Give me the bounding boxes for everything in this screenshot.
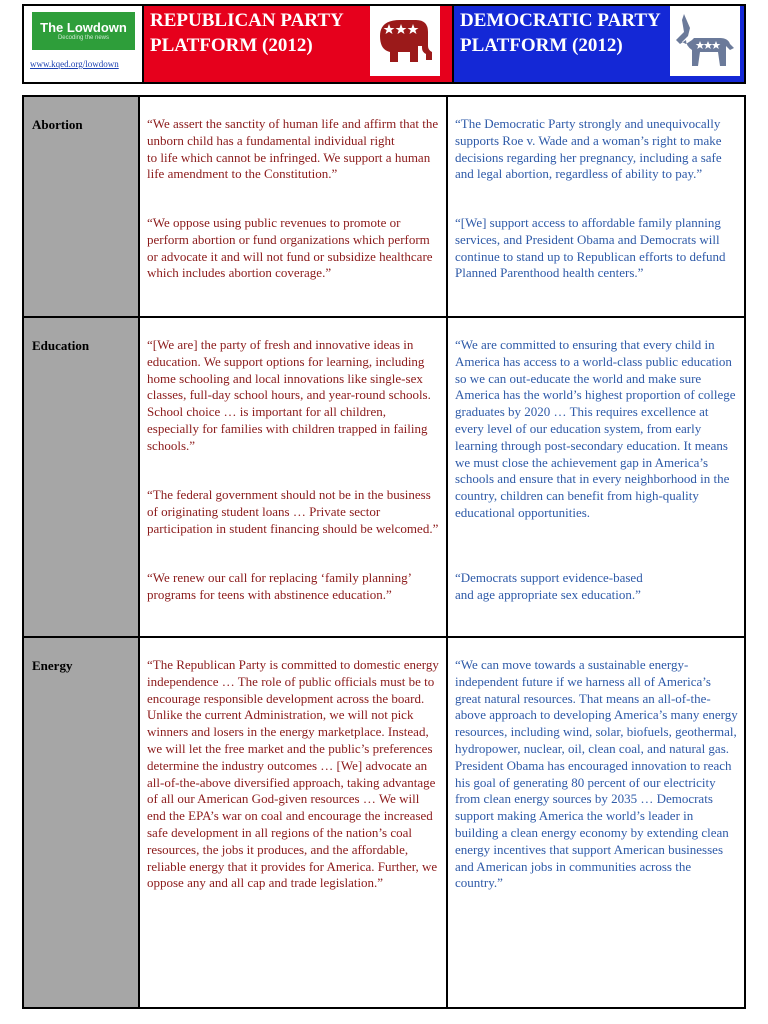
topic-cell-education <box>24 318 138 636</box>
header-table <box>22 4 746 84</box>
donkey-icon <box>670 6 740 76</box>
republican-quote: “The federal government should not be in the business of originating student loans … Private sector participation in student financing should be welcomed.” <box>147 487 439 536</box>
topic-label: Energy <box>32 658 73 673</box>
democratic-energy-cell <box>448 638 744 1007</box>
republican-quote: “[We are] the party of fresh and innovative ideas in education. We support options for learning, including home schooling and local innovations like single-sex classes, full-day school hours, and year-round schools. School choice … is important for all children, especially for families with children trapped in failing schools.” <box>147 337 431 453</box>
democratic-quote: “We are committed to ensuring that every child in America has access to a world-class public education so we can out-educate the world and make sure America has the world’s highest proportion of college graduates by 2020 … This requires excellence at every level of our education system, from early learning through post-secondary education. It means we must close the achievement gap in America’s schools and ensure that in every neighborhood in the country, children can benefit from high-quality educational opportunities. <box>455 337 736 520</box>
topic-cell-abortion <box>24 97 138 316</box>
democratic-quote: “Democrats support evidence-based and age appropriate sex education.” <box>455 570 643 602</box>
democratic-header <box>454 6 744 82</box>
topic-label: Abortion <box>32 117 83 132</box>
democratic-abortion-cell <box>448 97 744 316</box>
democratic-title: DEMOCRATIC PARTY PLATFORM (2012) <box>460 10 661 56</box>
topic-cell-energy <box>24 638 138 1007</box>
lowdown-link[interactable]: www.kqed.org/lowdown <box>30 59 119 69</box>
logo-title: The Lowdown <box>40 20 127 35</box>
republican-title: REPUBLICAN PARTY PLATFORM (2012) <box>150 10 344 56</box>
logo-cell <box>24 6 144 82</box>
platform-table <box>22 95 746 1009</box>
republican-quote: “We assert the sanctity of human life and affirm that the unborn child has a fundamental individual right to life which cannot be infringed. We support a human life amendment to the Constitution.” <box>147 116 439 182</box>
republican-quote: “The Republican Party is committed to domestic energy independence … The role of public officials must be to encourage responsible development across the board. Unlike the current Administration, we will not pick winners and losers in the energy marketplace. Instead, we will let the free market and the public’s preferences determine the industry outcomes … [We] advocate an all-of-the-above diversified approach, taking advantage of all our American God-given resources … We will end the EPA’s war on coal and encourage the increased safe development in all regions of the nation’s coal resources, the jobs it produces, and the affordable, reliable energy that it provides for America. Further, we oppose any and all cap and trade legislation.” <box>147 657 439 891</box>
republican-quote: “We oppose using public revenues to promote or perform abortion or fund organizations which perform or advocate it and will not fund or subsidize healthcare which includes abortion coverage.” <box>147 215 433 281</box>
republican-header <box>144 6 454 82</box>
logo-tagline: Decoding the news <box>57 35 110 41</box>
democratic-quote: “We can move towards a sustainable energy-independent future if we harness all of America’s great natural resources. That means an all-of-the-above approach to developing America’s many energy resources, including wind, solar, biofuels, geothermal, hydropower, nuclear, oil, clean coal, and natural gas. President Obama has encouraged innovation to reach his goal of generating 80 percent of our electricity from clean energy sources by 2035 … Democrats support making America the world’s leader in building a clean energy economy by extending clean energy incentives that support American businesses and American jobs in communities across the country.” <box>455 657 738 891</box>
republican-energy-cell <box>140 638 446 1007</box>
republican-quote: “We renew our call for replacing ‘family planning’ programs for teens with abstinence education.” <box>147 570 412 602</box>
republican-education-cell <box>140 318 446 636</box>
democratic-education-cell <box>448 318 744 636</box>
lowdown-logo <box>32 12 135 50</box>
democratic-quote: “[We] support access to affordable family planning services, and President Obama and Democrats will continue to stand up to Republican efforts to defund Planned Parenthood health centers.” <box>455 215 726 281</box>
democratic-quote: “The Democratic Party strongly and unequivocally supports Roe v. Wade and a woman’s right to make decisions regarding her pregnancy, including a safe and legal abortion, regardless of ability to pay.” <box>455 116 722 182</box>
topic-label: Education <box>32 338 90 353</box>
elephant-icon <box>370 6 440 76</box>
republican-abortion-cell <box>140 97 446 316</box>
